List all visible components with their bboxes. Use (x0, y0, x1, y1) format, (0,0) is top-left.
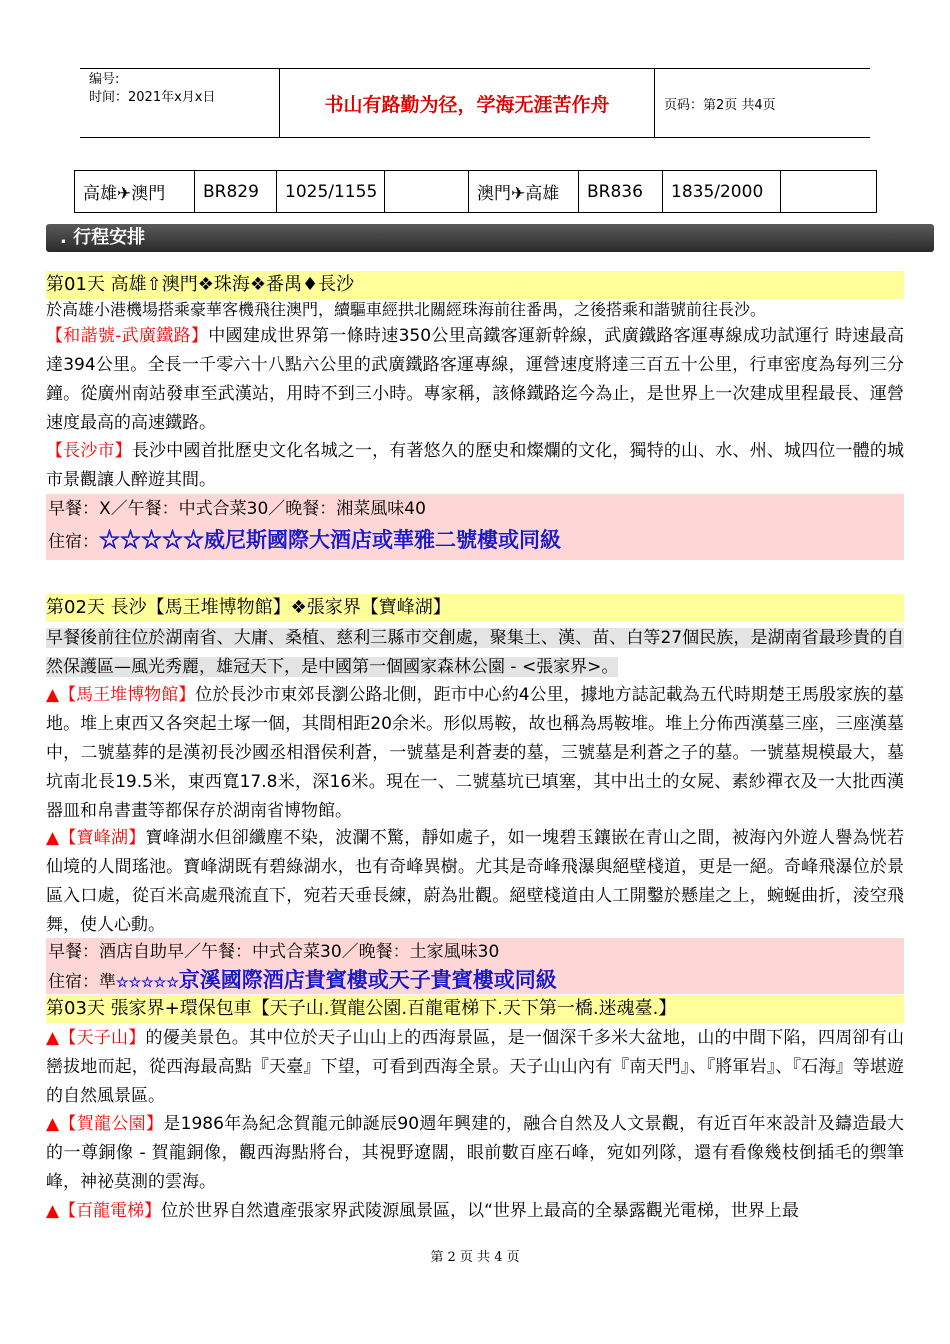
page-footer: 第 2 页 共 4 页 (430, 1250, 520, 1265)
day1-p1-text: 中國建成世界第一條時速350公里高鐵客運新幹線，武廣鐵路客運專線成功試運行 時速最高達394公里。全長一千零六十八點六公里的武廣鐵路客運專線，運營速度將達三百五十公里，行車密度為每列三分鐘。從廣州南站發車至武漢站，用時不到三小時。專家稱，該條鐵路迄今為止，是世界上一次建成里程最長、運營速度最高的高速鐵路。 (46, 326, 904, 433)
flight-route: 澳門✈高雄 (469, 171, 579, 213)
day2-meal-box (46, 938, 904, 994)
flight-number: BR829 (195, 171, 277, 213)
day2-paragraph-1 (46, 681, 904, 826)
triangle-icon: ▲ (46, 685, 60, 705)
day3-p3-text: 位於世界自然遺產張家界武陵源風景區，以“世界上最高的全暴露觀光電梯，世界上最 (161, 1201, 799, 1221)
day1-hotel (48, 525, 561, 557)
flight-extra (781, 171, 877, 213)
day2-intro-wrap (46, 624, 904, 682)
triangle-icon: ▲ (46, 828, 60, 848)
section-title: . 行程安排 (46, 224, 934, 252)
day3-p3-tag: 【百龍電梯】 (59, 1201, 162, 1221)
day3-paragraph-1 (46, 1024, 904, 1111)
day2-hotel-label: 住宿：準 (48, 972, 116, 992)
table-row (75, 171, 877, 213)
flight-table (74, 170, 877, 213)
header-motto: 书山有路勤为径，学海无涯苦作舟 (280, 69, 655, 137)
doc-time: 时间：2021年x月x日 (89, 90, 216, 105)
day1-p2-tag: 【長沙市】 (46, 441, 132, 461)
day2-meals: 早餐：酒店自助早／午餐：中式合菜30／晚餐：土家風味30 (48, 942, 500, 962)
day1-paragraph-1 (46, 322, 904, 438)
day3-p1-text: 的優美景色。其中位於天子山山上的西海景區，是一個深千多米大盆地，山的中間下陷，四周卻有山巒拔地而起，從西海最高點『天臺』下望，可看到西海全景。天子山山內有『南天門』、『將軍岩』、『石海』等堪遊的自然風景區。 (46, 1028, 905, 1106)
header-page-number: 页码：第2页 共4页 (664, 97, 776, 113)
day2-title: 第02天 長沙【馬王堆博物館】❖張家界【寶峰湖】 (46, 594, 904, 622)
document-header (80, 68, 870, 138)
day3-p1-tag: 【天子山】 (59, 1028, 146, 1048)
flight-time: 1835/2000 (663, 171, 781, 213)
day2-hotel (48, 966, 557, 997)
day1-intro: 於高雄小港機場搭乘豪華客機飛往澳門，續驅車經拱北關經珠海前往番禺，之後搭乘和諧號前往長沙。 (46, 300, 767, 319)
day3-title: 第03天 張家界+環保包車【天子山.賀龍公園.百龍電梯下.天下第一橋.迷魂臺.】 (46, 995, 904, 1023)
day1-p2-text: 長沙中國首批歷史文化名城之一，有著悠久的歷史和燦爛的文化，獨特的山、水、州、城四位一體的城市景觀讓人醉遊其間。 (46, 441, 905, 490)
day2-p2-text: 寶峰湖水但卻纖塵不染，波瀾不驚，靜如處子，如一塊碧玉鑲嵌在青山之間，被海內外遊人譽為恍若仙境的人間瑤池。寶峰湖既有碧綠湖水，也有奇峰異樹。尤其是奇峰飛瀑與絕壁棧道，更是一絕。奇峰飛瀑位於景區入口處，從百米高處飛流直下，宛若天垂長練，蔚為壯觀。絕壁棧道由人工開鑿於懸崖之上，蜿蜒曲折，淩空飛舞，使人心動。 (46, 828, 905, 935)
triangle-icon: ▲ (46, 1028, 60, 1048)
day1-p1-tag: 【和諧號-武廣鐵路】 (46, 326, 209, 346)
day3-paragraph-3 (46, 1197, 904, 1226)
day2-hotel-name: 京溪國際酒店貴賓樓或天子貴賓樓或同級 (178, 967, 557, 992)
day2-paragraph-2 (46, 824, 904, 940)
flight-time: 1025/1155 (277, 171, 385, 213)
triangle-icon: ▲ (46, 1201, 60, 1221)
day2-hotel-stars: ☆☆☆☆☆ (116, 975, 179, 991)
day1-hotel-stars: ☆☆☆☆☆ (99, 527, 204, 552)
day3-p2-tag: 【賀龍公園】 (59, 1114, 164, 1134)
day2-p1-text: 位於長沙市東郊長瀏公路北側，距市中心約4公里，據地方誌記載為五代時期楚王馬殷家族的墓地。堆上東西又各突起土塚一個，其間相距20余米。形似馬鞍，故也稱為馬鞍堆。堆上分佈西漢墓三座，三座漢墓中，二號墓葬的是漢初長沙國丞相湣侯利蒼，一號墓是利蒼妻的墓，三號墓是利蒼之子的墓。一號墓規模最大，墓坑南北長19.5米，東西寬17.8米，深16米。現在一、二號墓坑已填塞，其中出土的女屍、素紗禪衣及一大批西漢器皿和帛書畫等都保存於湖南省博物館。 (46, 685, 905, 821)
flight-extra (385, 171, 469, 213)
header-meta (80, 69, 280, 137)
doc-number: 编号: (89, 72, 120, 87)
day1-paragraph-2 (46, 437, 904, 495)
day2-intro: 早餐後前往位於湖南省、大庸、桑植、慈利三縣市交創處，聚集土、漢、苗、白等27個民族，是湖南省最珍貴的自然保護區—風光秀麗，雄冠天下，是中國第一個國家森林公園 - <張家界>。 (46, 628, 904, 677)
day1-hotel-name: 威尼斯國際大酒店或華雅二號樓或同級 (204, 527, 561, 552)
day2-p1-tag: 【馬王堆博物館】 (59, 685, 196, 705)
day3-p2-text: 是1986年為紀念賀龍元帥誕辰90週年興建的，融合自然及人文景觀，有近百年來設計及鑄造最大的一尊銅像 - 賀龍銅像，觀西海點將台，其視野遼闊，眼前數百座石峰，宛如列隊，還有看像幾枝倒插毛的禦筆峰，神祕莫測的雲海。 (46, 1114, 905, 1192)
day1-meals: 早餐：X／午餐：中式合菜30／晚餐：湘菜風味40 (48, 499, 426, 519)
flight-number: BR836 (579, 171, 663, 213)
day1-hotel-label: 住宿： (48, 532, 99, 552)
day3-paragraph-2 (46, 1110, 904, 1197)
day2-p2-tag: 【寶峰湖】 (59, 828, 146, 848)
triangle-icon: ▲ (46, 1114, 60, 1134)
day1-title: 第01天 高雄⇧澳門❖珠海❖番禺♦長沙 (46, 271, 904, 299)
flight-route: 高雄✈澳門 (75, 171, 195, 213)
day1-meal-box (46, 494, 904, 560)
